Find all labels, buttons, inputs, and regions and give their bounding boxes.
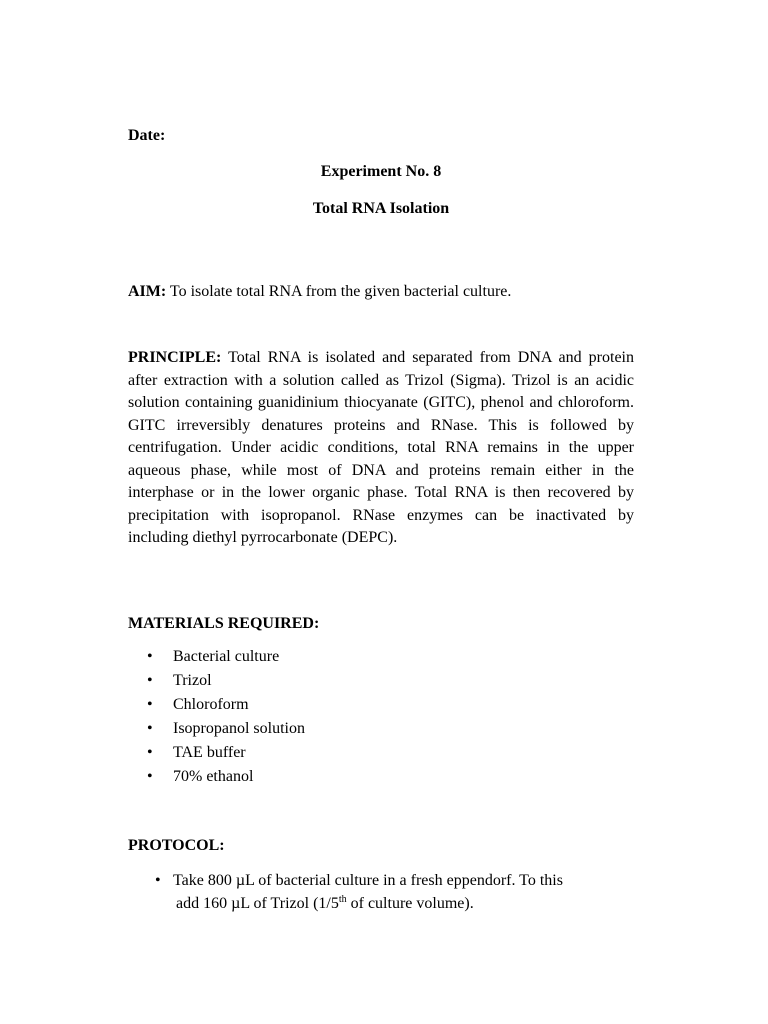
list-item xyxy=(128,646,528,670)
date-label: Date: xyxy=(128,127,166,144)
bullet-icon: • xyxy=(147,744,153,761)
bullet-icon: • xyxy=(147,648,153,665)
protocol-step-line2 xyxy=(176,892,634,915)
material-item: Trizol xyxy=(173,672,212,689)
page-title: Total RNA Isolation xyxy=(312,200,450,217)
material-item: 70% ethanol xyxy=(173,768,254,785)
bullet-icon: • xyxy=(147,672,153,689)
principle-text: Total RNA is isolated and separated from DNA and protein after extraction with a solution called as Trizol (Sigma). Trizol is an acidic solution containing guanidinium thiocyanate (GITC), phenol and chloroform. GITC irreversibly denatures proteins and RNase. This is followed by centrifugation. Under acidic conditions, total RNA remains in the upper aqueous phase, while most of DNA and proteins remain either in the interphase or in the lower organic phase. Total RNA is then recovered by precipitation with isopropanol. RNase enzymes can be inactivated by including diethyl pyrrocarbonate (DEPC). xyxy=(128,349,634,546)
list-item xyxy=(128,766,528,790)
bullet-icon: • xyxy=(147,768,153,785)
experiment-number: Experiment No. 8 xyxy=(320,163,442,180)
list-item xyxy=(128,718,528,742)
protocol-step xyxy=(128,869,634,915)
list-item xyxy=(128,742,528,766)
material-item: Bacterial culture xyxy=(173,648,280,665)
aim-paragraph xyxy=(128,283,511,301)
step-text-sup: th xyxy=(338,894,347,905)
step-text-post: of culture volume). xyxy=(346,895,474,912)
material-item: Isopropanol solution xyxy=(173,720,305,737)
aim-text: To isolate total RNA from the given bacterial culture. xyxy=(166,283,512,300)
materials-list xyxy=(128,646,528,790)
list-item xyxy=(128,670,528,694)
protocol-list xyxy=(128,869,634,915)
materials-heading: MATERIALS REQUIRED: xyxy=(128,615,320,632)
bullet-icon: • xyxy=(155,872,161,889)
material-item: TAE buffer xyxy=(173,744,246,761)
step-text-pre: add 160 µL of Trizol (1/5 xyxy=(176,895,339,912)
aim-label: AIM: xyxy=(128,283,167,300)
principle-paragraph xyxy=(128,347,634,550)
list-item xyxy=(128,694,528,718)
bullet-icon: • xyxy=(147,696,153,713)
protocol-step-line1: Take 800 µL of bacterial culture in a fresh eppendorf. To this xyxy=(173,872,563,889)
protocol-heading: PROTOCOL: xyxy=(128,837,225,854)
material-item: Chloroform xyxy=(173,696,249,713)
bullet-icon: • xyxy=(147,720,153,737)
principle-label: PRINCIPLE: xyxy=(128,349,222,366)
